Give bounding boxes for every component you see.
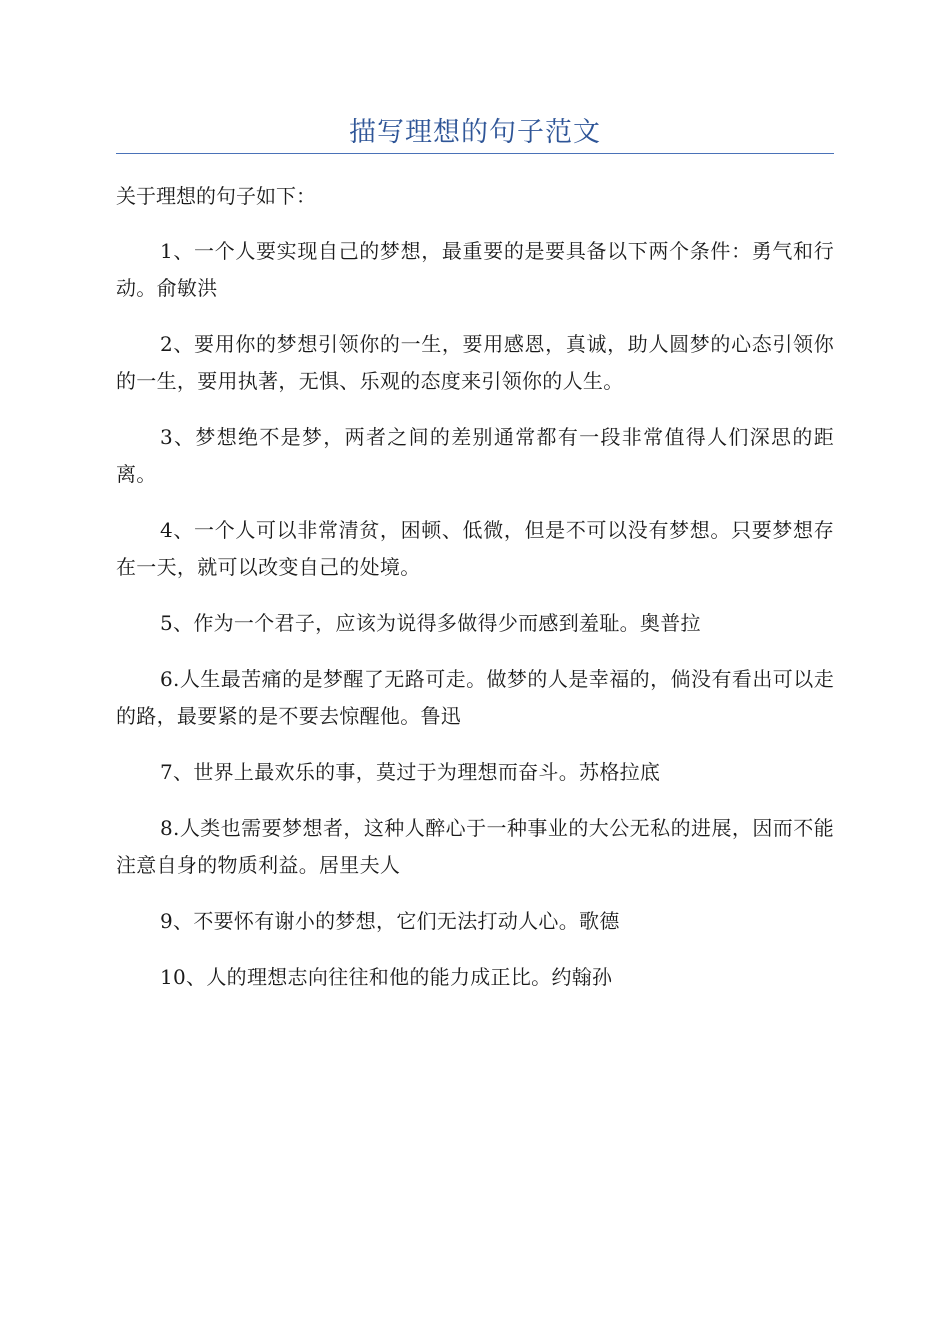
list-item: 9、不要怀有谢小的梦想，它们无法打动人心。歌德 [160,909,620,933]
title-underline [116,153,834,154]
list-item: 7、世界上最欢乐的事，莫过于为理想而奋斗。苏格拉底 [160,760,661,784]
intro-paragraph: 关于理想的句子如下： [116,184,316,208]
list-item: 10、人的理想志向往往和他的能力成正比。约翰孙 [160,965,613,989]
list-item: 4、一个人可以非常清贫，困顿、低微，但是不可以没有梦想。只要梦想存在一天，就可以改变自己的处境。 [116,518,834,579]
list-item: 8.人类也需要梦想者，这种人醉心于一种事业的大公无私的进展，因而不能注意自身的物质利益。居里夫人 [116,816,834,877]
quote-list [116,233,834,1015]
list-item: 5、作为一个君子，应该为说得多做得少而感到羞耻。奥普拉 [160,611,701,635]
list-item: 1、一个人要实现自己的梦想，最重要的是要具备以下两个条件：勇气和行动。俞敏洪 [116,239,834,300]
list-item: 2、要用你的梦想引领你的一生，要用感恩，真诚，助人圆梦的心态引领你的一生，要用执著，无惧、乐观的态度来引领你的人生。 [116,332,834,393]
list-item: 3、梦想绝不是梦，两者之间的差别通常都有一段非常值得人们深思的距离。 [116,425,834,486]
list-item: 6.人生最苦痛的是梦醒了无路可走。做梦的人是幸福的，倘没有看出可以走的路，最要紧的是不要去惊醒他。鲁迅 [116,667,834,728]
document-title: 描写理想的句子范文 [349,117,601,148]
